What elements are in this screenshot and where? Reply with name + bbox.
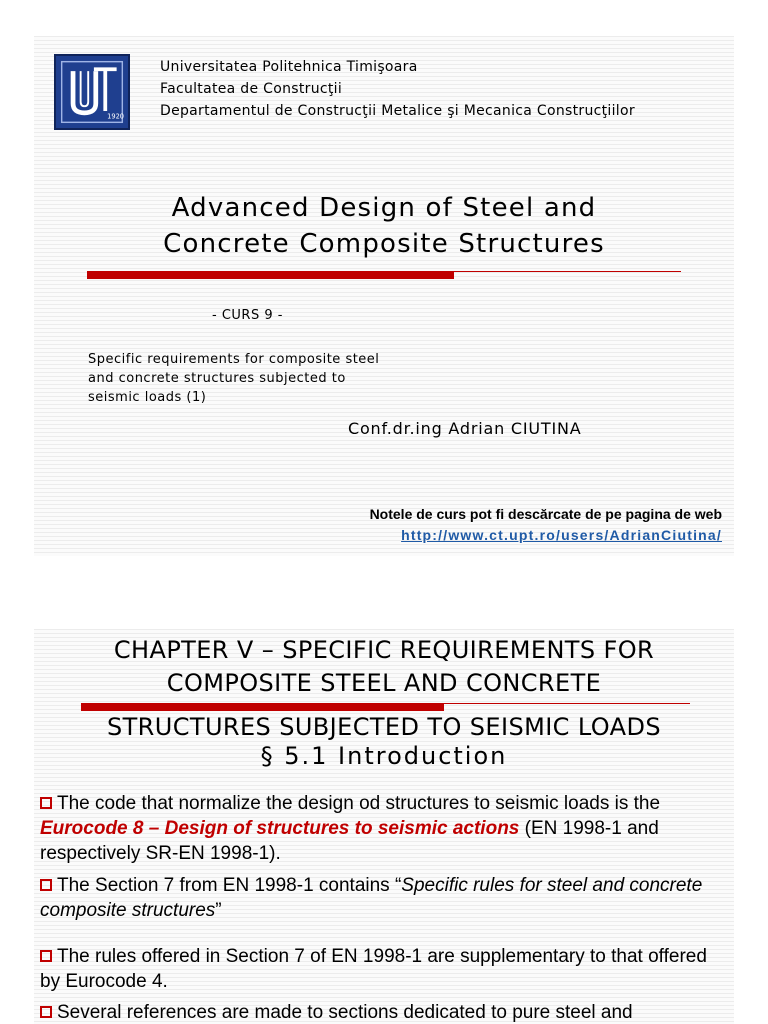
title-divider-thin [454,271,681,272]
title-divider-thick [87,271,454,279]
slide-title-line-1: Advanced Design of Steel and [171,193,597,223]
title-slide [34,36,734,556]
chapter-divider-thin [444,703,690,704]
paragraph-eurocode: The code that normalize the design od structures to seismic loads is the Eurocode 8 – Design of structures to seismic actions (EN 1998-1 and respectively SR-EN 1998-1). [40,793,661,864]
slide-title-line-2: Concrete Composite Structures [163,229,605,259]
chapter-slide [34,629,734,1024]
chapter-title-line-3: STRUCTURES SUBJECTED TO SEISMIC LOADS [106,713,661,741]
section-7-emphasis: Specific rules for steel and concrete composite structures [40,875,703,921]
university-logo [54,54,130,130]
department-name: Departamentul de Construcţii Metalice şi Mecanica Construcţiilor [160,103,635,119]
checkbox-bullet-icon [40,797,52,809]
author-name: Conf.dr.ing Adrian CIUTINA [348,419,582,438]
course-description-line: and concrete structures subjected to [88,371,346,386]
chapter-title-line-2: COMPOSITE STEEL AND CONCRETE [166,669,602,697]
svg-text:1920: 1920 [107,112,125,121]
course-number: - CURS 9 - [212,308,283,323]
checkbox-bullet-icon [40,879,52,891]
paragraph-supplementary-rules: The rules offered in Section 7 of EN 1998-1 are supplementary to that offered by Eurocode 4. [40,946,707,992]
university-name: Universitatea Politehnica Timişoara [160,59,418,75]
download-notes-text: Notele de curs pot fi descărcate de pe pagina de web [369,506,722,522]
chapter-divider-thick [81,703,444,711]
section-heading: § 5.1 Introduction [260,742,508,770]
faculty-name: Facultatea de Construcţii [160,81,343,97]
course-description-line: Specific requirements for composite steel [88,352,380,367]
chapter-title-line-1: CHAPTER V – SPECIFIC REQUIREMENTS FOR [113,636,655,664]
course-web-link[interactable]: http://www.ct.upt.ro/users/AdrianCiutina/ [401,527,722,543]
course-description-line: seismic loads (1) [88,390,207,405]
paragraph-section-7: The Section 7 from EN 1998-1 contains “Specific rules for steel and concrete composite structures” [40,875,703,921]
paragraph-references: Several references are made to sections dedicated to pure steel and [40,1000,730,1024]
checkbox-bullet-icon [40,1006,52,1018]
eurocode-emphasis: Eurocode 8 – Design of structures to seismic actions [40,818,520,839]
upt-logo-icon [56,56,128,128]
checkbox-bullet-icon [40,950,52,962]
